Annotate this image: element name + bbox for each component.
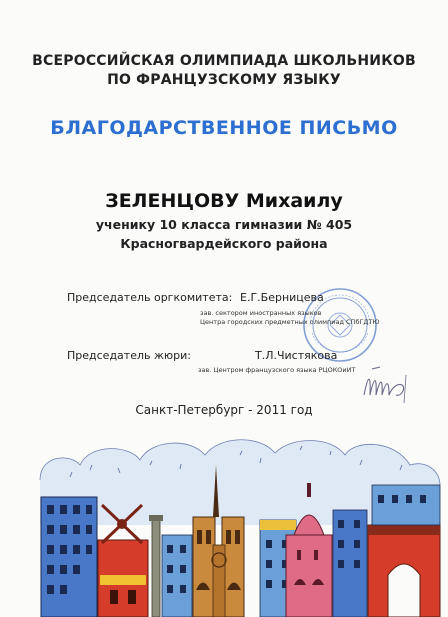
org-committee-role: Председатель оргкомитета:: [67, 291, 233, 304]
signature-icon: [362, 365, 412, 405]
recipient-district: Красногвардейского района: [120, 236, 328, 251]
document-title: БЛАГОДАРСТВЕННОЕ ПИСЬМО: [50, 117, 398, 139]
jury-position: зав. Центром французского языка РЦОКОиИТ: [198, 366, 356, 374]
org-committee-position-1: зав. сектором иностранных языков: [200, 309, 322, 317]
recipient-name: ЗЕЛЕНЦОВУ Михаилу: [105, 190, 343, 212]
org-committee-position-2: Центра городских предметных олимпиад СПбГДТЮ: [200, 318, 380, 326]
footer-place-year: Санкт-Петербург - 2011 год: [135, 403, 313, 417]
header-line-2: ПО ФРАНЦУЗСКОМУ ЯЗЫКУ: [107, 72, 341, 88]
org-committee-name: Е.Г.Берницева: [240, 291, 324, 304]
paris-skyline-illustration: [0, 425, 448, 617]
jury-role: Председатель жюри:: [67, 349, 191, 362]
recipient-class: ученику 10 класса гимназии № 405: [95, 217, 353, 232]
header-line-1: ВСЕРОССИЙСКАЯ ОЛИМПИАДА ШКОЛЬНИКОВ: [32, 53, 416, 69]
jury-name: Т.Л.Чистякова: [255, 349, 338, 362]
